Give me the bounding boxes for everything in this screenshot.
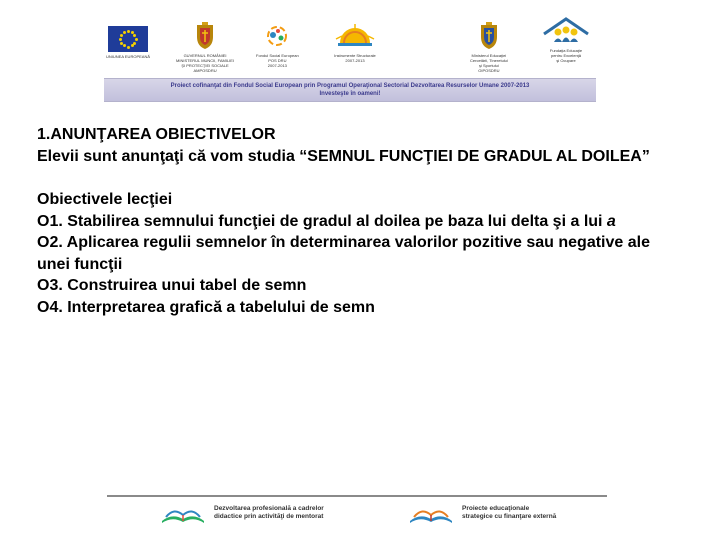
education-crest-caption: Ministerul Educaţiei Cercetării, Tineretului şi Sportului OIPOSDRU <box>470 53 508 73</box>
eu-flag-logo <box>106 16 150 59</box>
fse-logo <box>256 16 299 68</box>
instrumente-structurale-caption: Instrumente Structurale 2007-2013 <box>334 53 376 63</box>
eu-flag-icon <box>108 26 148 52</box>
footer-left-text <box>214 505 324 521</box>
eu-star-icon <box>119 38 122 41</box>
section-heading: 1.ANUNŢAREA OBIECTIVELOR <box>37 126 276 143</box>
footer-right-text <box>462 505 556 521</box>
objective-o1 <box>37 211 677 233</box>
objective-o4: O4. Interpretarea grafică a tabelului de semn <box>37 298 375 316</box>
footer-project-right <box>408 500 556 526</box>
eu-star-icon <box>133 34 136 37</box>
instrumente-structurale-logo <box>332 16 378 63</box>
footer-left-line2: didactice prin activităţi de mentorat <box>214 513 324 520</box>
partner-house-logo <box>540 16 592 63</box>
house-icon <box>540 16 592 46</box>
footer-left-line1: Dezvoltarea profesională a cadrelor <box>214 505 324 512</box>
eu-star-icon <box>127 30 130 33</box>
eu-star-icon <box>120 42 123 45</box>
eu-star-icon <box>123 31 126 34</box>
fse-caption: Fondul Social European POS DRU 2007-2013 <box>256 53 299 68</box>
eu-star-icon <box>123 44 126 47</box>
education-ministry-crest-logo <box>470 16 508 73</box>
education-crest-icon <box>478 21 500 51</box>
eu-star-icon <box>131 44 134 47</box>
partner-house-caption: Fundaţia Educaţie pentru Excelenţă şi Ocupare <box>549 48 583 63</box>
ministry-crest-logo <box>176 16 234 73</box>
open-book-icon <box>408 501 454 525</box>
footer-right-line1: Proiecte educaţionale <box>462 505 530 512</box>
objective-o2: O2. Aplicarea regulii semnelor în determinarea valorilor pozitive sau negative ale unei funcţii <box>37 234 650 273</box>
banner-funding-text: Proiect cofinanţat din Fondul Social European prin Programul Operaţional Sectorial Dezvoltarea Resurselor Umane 2007-2013 <box>170 83 530 89</box>
eu-star-icon <box>127 46 130 49</box>
sun-icon <box>332 21 378 51</box>
header-logo-strip <box>96 16 608 76</box>
objectives-title: Obiectivele lecţiei <box>37 191 173 208</box>
crest-icon <box>194 21 216 51</box>
ministry-crest-caption: GUVERNUL ROMÂNIEI MINISTERUL MUNCII, FAMILIEI ŞI PROTECŢIEI SOCIALE AMPOSDRU <box>176 53 235 73</box>
eu-flag-caption: UNIUNEA EUROPEANĂ <box>106 54 151 59</box>
footer-divider <box>107 495 607 497</box>
fse-swirl-icon <box>260 23 294 51</box>
open-book-icon <box>160 501 206 525</box>
eu-star-icon <box>135 38 138 41</box>
lesson-content <box>37 124 677 318</box>
paragraph-spacer <box>37 167 677 189</box>
project-banner <box>104 78 596 102</box>
intro-text: Elevii sunt anunţaţi că vom studia “SEMNUL FUNCŢIEI DE GRADUL AL DOILEA” <box>37 147 650 165</box>
footer-project-left <box>160 500 324 526</box>
banner-slogan: Investeşte în oameni! <box>319 91 381 97</box>
eu-star-icon <box>120 34 123 37</box>
objective-o1-variable: a <box>606 212 616 230</box>
objective-o1-text: O1. Stabilirea semnului funcţiei de gradul al doilea pe baza lui delta şi a lui <box>37 212 607 230</box>
footer-right-line2: strategice cu finanţare externă <box>462 513 557 520</box>
objective-o3: O3. Construirea unui tabel de semn <box>37 277 307 294</box>
eu-star-icon <box>133 42 136 45</box>
